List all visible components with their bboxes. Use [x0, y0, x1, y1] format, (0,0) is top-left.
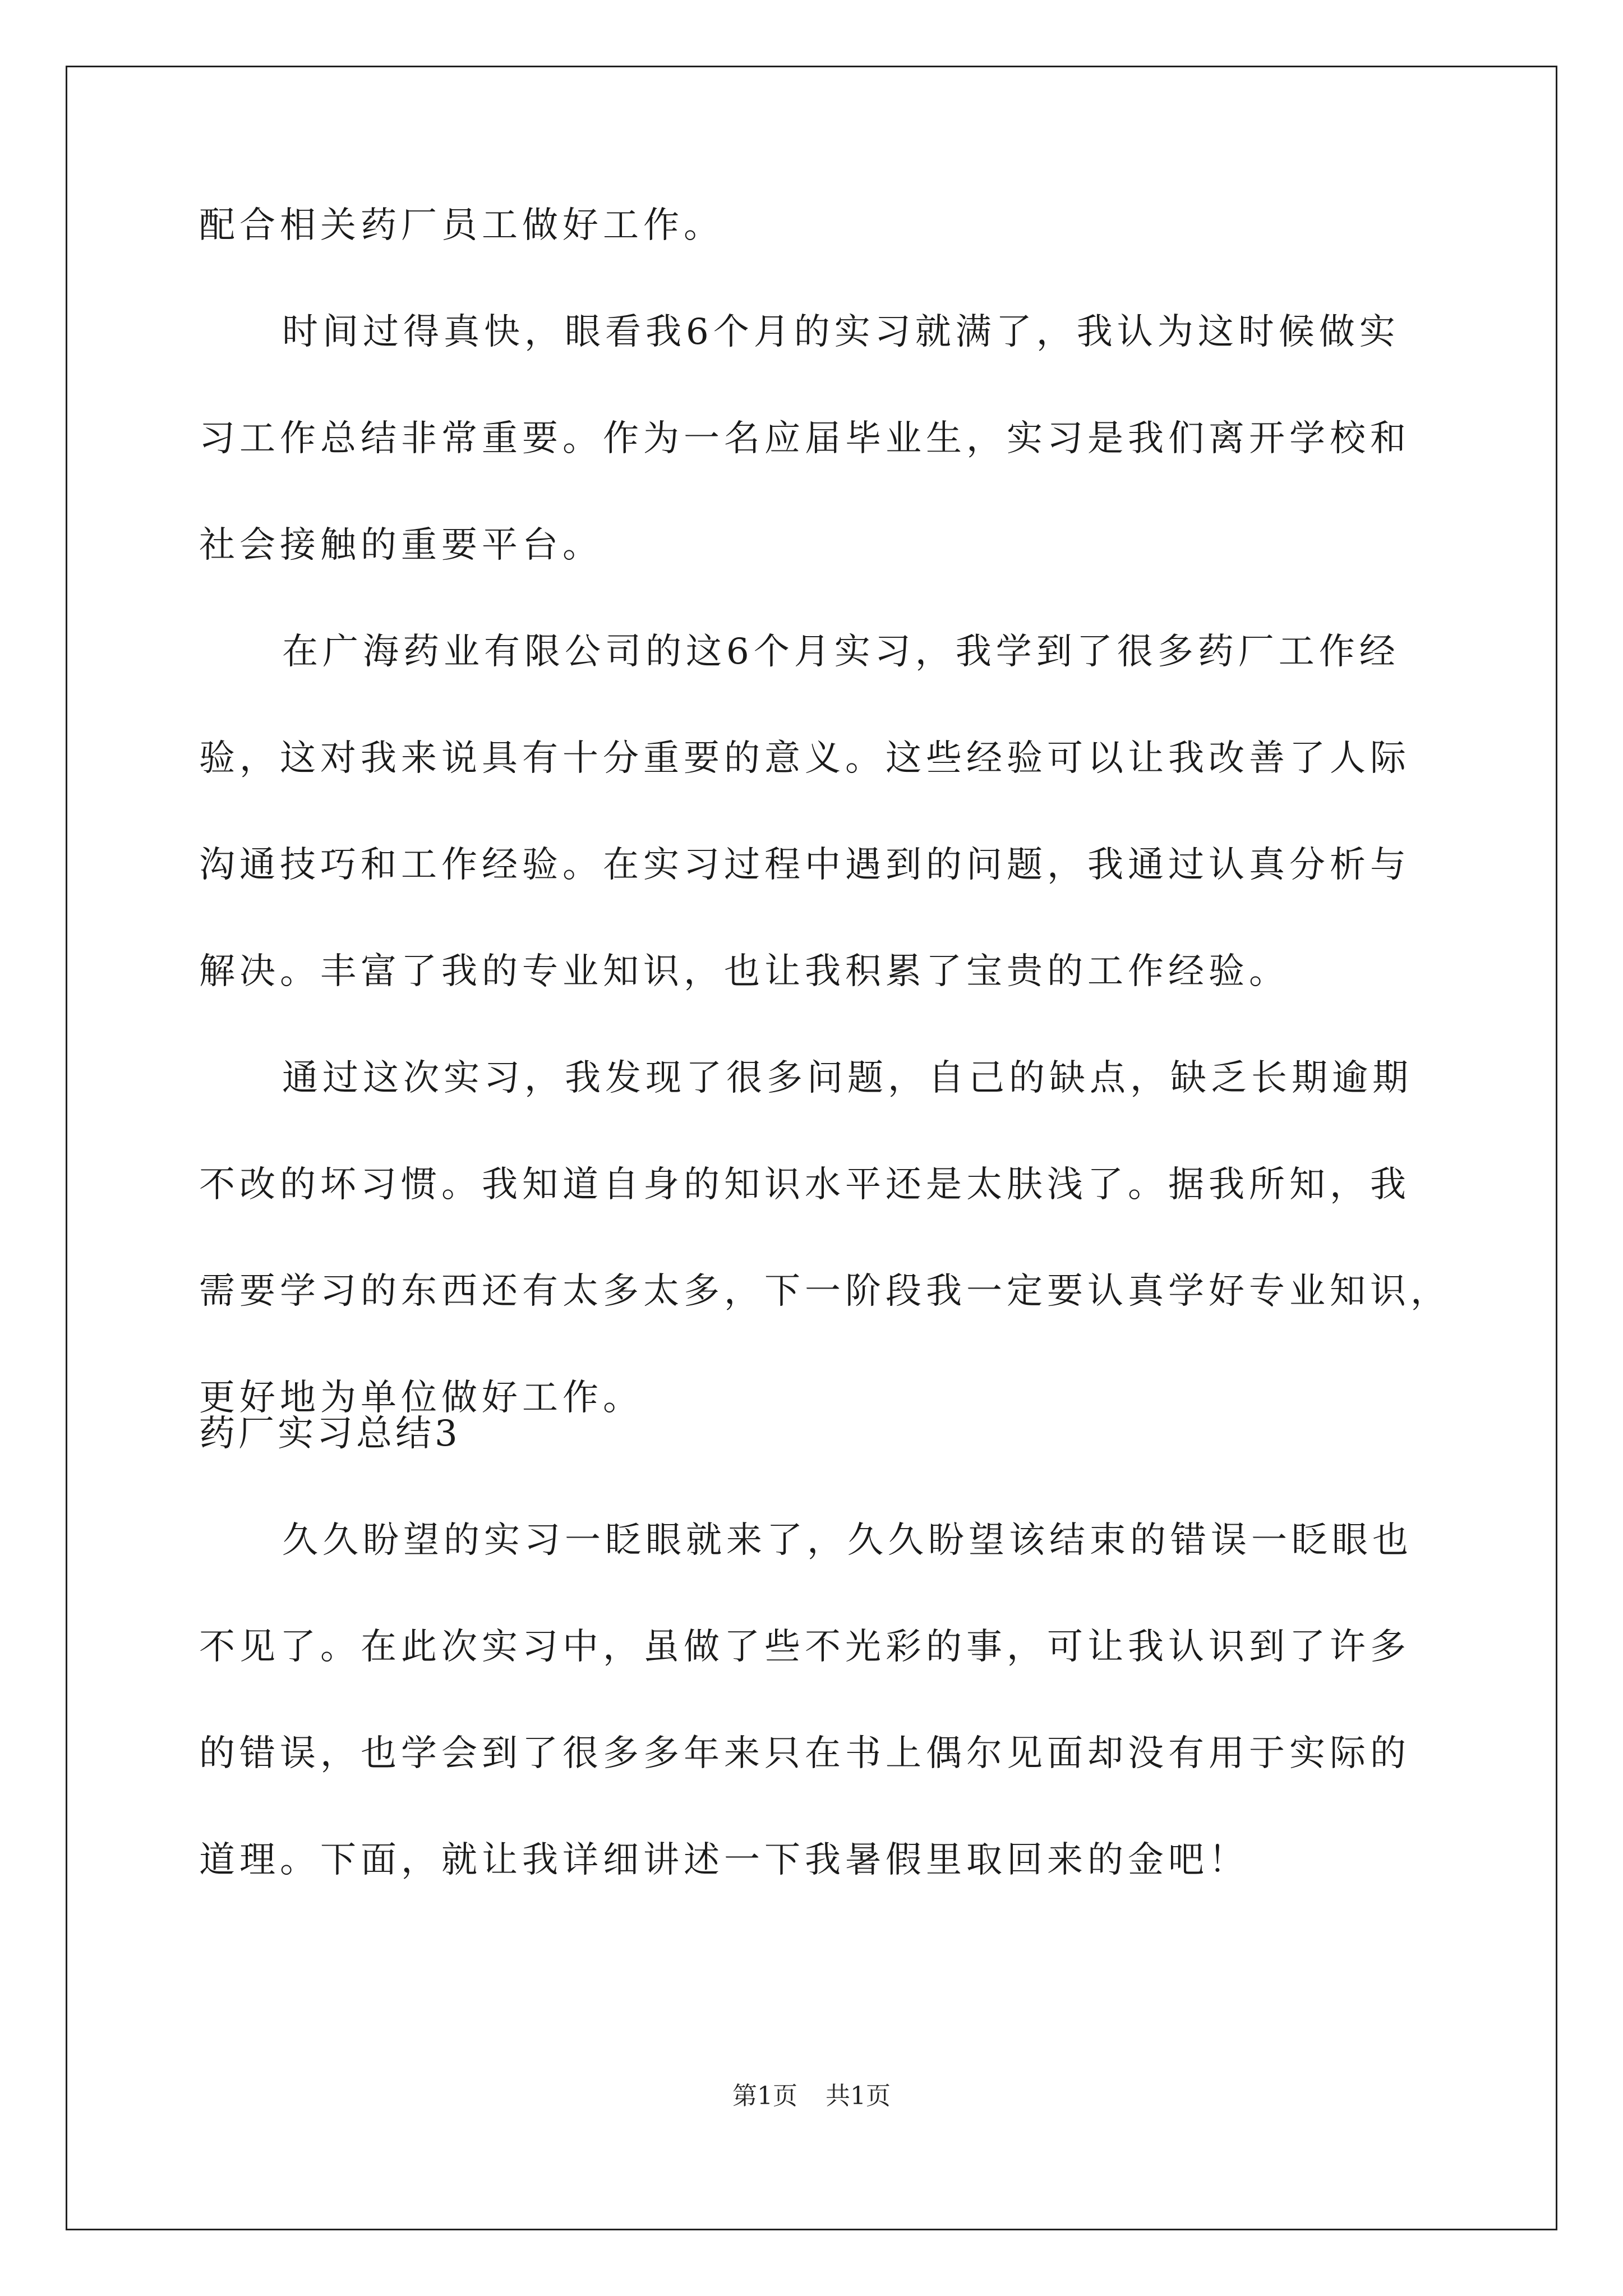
text-line: 在广海药业有限公司的这6个月实习，我学到了很多药厂工作经 — [282, 631, 1400, 673]
text-line: 不见了。在此次实习中，虽做了些不光彩的事，可让我认识到了许多 — [199, 1626, 1410, 1668]
text-line: 的错误，也学会到了很多多年来只在书上偶尔见面却没有用于实际的 — [199, 1733, 1410, 1774]
text-line: 道理。下面，就让我详细讲述一下我暑假里取回来的金吧！ — [199, 1839, 1249, 1881]
document-body — [199, 205, 1451, 1881]
text-line: 不改的坏习惯。我知道自身的知识水平还是太肤浅了。据我所知，我 — [199, 1164, 1410, 1205]
text-line: 解决。丰富了我的专业知识，也让我积累了宝贵的工作经验。 — [199, 951, 1289, 992]
page-number: 第1页 — [732, 2082, 797, 2110]
text-line: 沟通技巧和工作经验。在实习过程中遇到的问题，我通过认真分析与 — [199, 844, 1410, 886]
page-footer — [0, 2076, 1623, 2111]
text-line: 更好地为单位做好工作。 — [199, 1377, 643, 1419]
text-line: 时间过得真快，眼看我6个月的实习就满了，我认为这时候做实 — [282, 311, 1400, 353]
text-line: 通过这次实习，我发现了很多问题，自己的缺点，缺乏长期逾期 — [282, 1057, 1413, 1099]
section-heading: 药厂实习总结3 — [199, 1413, 461, 1455]
text-line: 社会接触的重要平台。 — [199, 524, 603, 566]
text-line: 验，这对我来说具有十分重要的意义。这些经验可以让我改善了人际 — [199, 738, 1410, 779]
text-line: 习工作总结非常重要。作为一名应届毕业生，实习是我们离开学校和 — [199, 418, 1410, 459]
page-total: 共1页 — [826, 2082, 891, 2110]
text-line: 需要学习的东西还有太多太多，下一阶段我一定要认真学好专业知识， — [199, 1271, 1451, 1312]
text-line: 久久盼望的实习一眨眼就来了，久久盼望该结束的错误一眨眼也 — [282, 1520, 1413, 1561]
text-line: 配合相关药厂员工做好工作。 — [199, 205, 724, 246]
